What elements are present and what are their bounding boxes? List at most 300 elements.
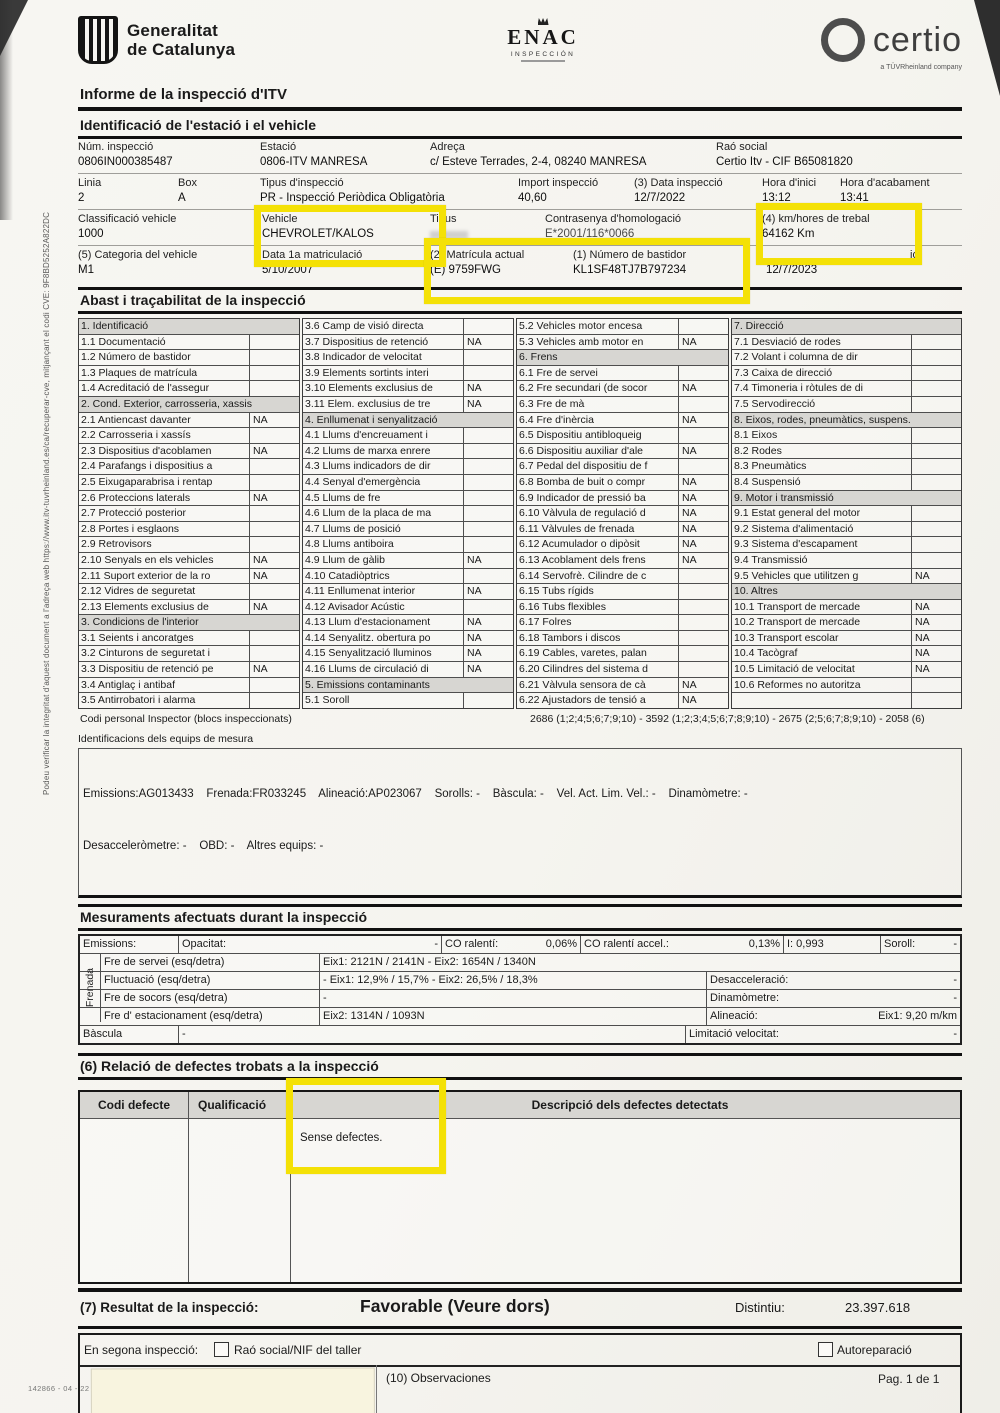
- inspection-item-label: 8.4 Suspensió: [734, 475, 801, 488]
- inspection-item-label: 4.8 Llums antiboira: [305, 538, 394, 551]
- defects-col-description: Descripció dels defectes detectats: [531, 1097, 729, 1112]
- inspection-item-result: NA: [678, 506, 728, 521]
- inspection-item-label: 7.4 Timoneria i ròtules de di: [734, 382, 863, 395]
- vin-value: KL1SF48TJ7B797234: [573, 264, 687, 276]
- field-label: Linia: [78, 177, 102, 189]
- inspection-item-result: [463, 319, 513, 334]
- inspection-item-label: 6.22 Ajustadors de tensió a: [519, 694, 646, 707]
- inspection-item-result: [911, 459, 961, 474]
- inspection-item-label: 5.2 Vehicles motor encesa: [519, 320, 643, 332]
- line-value: 2: [78, 192, 85, 204]
- equipment-line1: Emissions:AG013433 Frenada:FR033245 Alineació:AP023067 Sorolls: - Bàscula: - Vel. Act. Lim. Vel.: - Dinamòmetre: -: [83, 788, 748, 801]
- inspection-type-value: PR - Inspecció Periòdica Obligatòria: [260, 192, 445, 204]
- inspection-item-result: [911, 350, 961, 365]
- inspection-item-result: NA: [249, 491, 299, 506]
- station-value: 0806-ITV MANRESA: [260, 156, 368, 168]
- inspection-item: [79, 443, 299, 459]
- inspection-column-2: [302, 318, 514, 709]
- inspection-item: [79, 380, 299, 396]
- inspection-item-label: 6.7 Pedal del dispositiu de f: [519, 460, 648, 473]
- measurement-row-parking-brake: [80, 1007, 960, 1025]
- inspection-item-result: [463, 428, 513, 443]
- inspection-item: [517, 536, 728, 552]
- inspection-item-result: [678, 662, 728, 677]
- inspection-item-result: NA: [911, 569, 961, 584]
- meas-value: Eix1: 2121N / 2141N - Eix2: 1654N / 1340N: [323, 955, 536, 968]
- meas-value: 0,13%: [748, 937, 780, 950]
- inspection-item: [79, 365, 299, 381]
- field-label: Import inspecció: [518, 177, 599, 189]
- inspection-item-result: [249, 537, 299, 552]
- inspection-item-result: NA: [463, 662, 513, 677]
- inspection-item: [517, 396, 728, 412]
- meas-label: Alineació:: [710, 1009, 758, 1022]
- inspection-item-result: [249, 475, 299, 490]
- inspection-item-result: [249, 428, 299, 443]
- distintiu-value: 23.397.618: [845, 1299, 911, 1315]
- inspection-item-label: 2.3 Dispositius d'acoblamen: [81, 444, 212, 457]
- inspection-item-label: 10.3 Transport escolar: [734, 631, 839, 644]
- generalitat-name: [127, 21, 235, 59]
- inspection-section-header: 7. Direcció: [732, 319, 961, 334]
- meas-label: Fre d' estacionament (esq/detra): [104, 1009, 263, 1022]
- inspection-item: [517, 319, 728, 334]
- scan-edge-shadow: [0, 0, 13, 220]
- inspection-item: [517, 677, 728, 693]
- inspection-item-result: NA: [678, 413, 728, 428]
- field-label: (5) Categoria del vehicle: [78, 249, 198, 261]
- odometer-value: 64162 Km: [762, 228, 815, 240]
- classification-value: 1000: [78, 228, 104, 240]
- inspection-item-label: 7.5 Servodirecció: [734, 397, 816, 410]
- inspection-item-result: [249, 366, 299, 381]
- meas-label: Dinamòmetre:: [710, 991, 780, 1004]
- inspection-item-label: 4.5 Llums de fre: [305, 491, 381, 504]
- inspection-item: [79, 474, 299, 490]
- inspection-item: [303, 380, 513, 396]
- inspection-item-result: NA: [678, 381, 728, 396]
- inspection-item-result: NA: [463, 631, 513, 646]
- inspection-item-label: 6.18 Tambors i discos: [519, 631, 621, 644]
- inspection-item-label: 6.12 Acumulador o dipòsit: [519, 538, 640, 551]
- inspection-item-result: NA: [463, 646, 513, 661]
- inspector-code-value: 2686 (1;2;4;5;6;7;9;10) - 3592 (1;2;3;4;5;6;7;8;9;10) - 2675 (2;5;6;7;8;9;10) - 2058 (6): [530, 712, 925, 725]
- inspector-code-label: Codi personal Inspector (blocs inspeccionats): [80, 712, 292, 725]
- inspection-item-result: [463, 506, 513, 521]
- meas-label: Emissions:: [83, 937, 137, 950]
- inspection-item-label: 10.2 Transport de mercade: [734, 616, 861, 629]
- enac-subtitle: INSPECCIÓN: [510, 51, 576, 58]
- meas-label: Fre de socors (esq/detra): [104, 991, 228, 1004]
- inspection-item: [303, 521, 513, 537]
- inspection-item: [79, 645, 299, 661]
- next-inspection-date-value: 12/7/2023: [766, 264, 818, 276]
- inspection-item-result: [463, 459, 513, 474]
- meas-value: -: [953, 1027, 957, 1040]
- second-inspection-label: En segona inspecció:: [84, 1342, 199, 1357]
- measurement-row-emergency-brake: [80, 989, 960, 1007]
- inspection-item-result: [249, 335, 299, 350]
- result-label: (7) Resultat de la inspecció:: [80, 1299, 259, 1315]
- inspection-item-result: [678, 428, 728, 443]
- inspection-item: [732, 427, 961, 443]
- inspection-date-value: 12/7/2022: [634, 192, 686, 204]
- field-label: Raó social: [716, 141, 768, 153]
- inspection-item-result: [911, 444, 961, 459]
- inspection-item-result: [911, 506, 961, 521]
- inspection-item-label: 4.12 Avisador Acústic: [305, 600, 405, 613]
- inspection-item: [79, 412, 299, 428]
- inspection-item-result: [463, 600, 513, 615]
- meas-label: Soroll:: [884, 937, 916, 950]
- inspection-item: [79, 677, 299, 693]
- inspection-item-label: 8.2 Rodes: [734, 444, 782, 457]
- inspection-item-result: NA: [249, 569, 299, 584]
- inspection-item-label: 6.4 Fre d'inèrcia: [519, 413, 594, 426]
- inspection-item-label: 3.9 Elements sortints interi: [305, 366, 429, 379]
- inspection-section-header: 6. Frens: [517, 349, 728, 365]
- generalitat-logo: [78, 16, 235, 64]
- defects-table: [78, 1090, 962, 1284]
- inspection-item-result: NA: [911, 646, 961, 661]
- inspection-item: [79, 427, 299, 443]
- defects-col-qualification: Qualificació: [198, 1097, 267, 1112]
- page-title: Informe de la inspecció d'ITV: [78, 86, 962, 111]
- field-label: Hora d'inici: [762, 177, 817, 189]
- inspection-item-result: [678, 584, 728, 599]
- inspection-item-result: NA: [249, 600, 299, 615]
- inspection-item: [303, 583, 513, 599]
- inspection-item: [517, 552, 728, 568]
- enac-logo: [507, 18, 579, 62]
- inspection-item-label: 2.4 Parafangs i dispositius a: [81, 460, 213, 473]
- inspection-item-label: 3.5 Antirrobatori i alarma: [81, 694, 196, 707]
- inspection-item-result: NA: [463, 381, 513, 396]
- document-header: [78, 12, 962, 78]
- inspection-column-4: [731, 318, 962, 709]
- inspection-section-header: 4. Enllumenat i senyalització: [303, 412, 513, 428]
- inspection-item: [732, 396, 961, 412]
- inspection-item: [303, 505, 513, 521]
- meas-label: Bàscula: [83, 1027, 123, 1040]
- field-label: Classificació vehicle: [78, 213, 177, 225]
- inspection-item-result: [911, 381, 961, 396]
- inspection-item-result: [678, 397, 728, 412]
- inspection-item-label: 3.10 Elements exclusius de: [305, 382, 433, 395]
- autoreparacio-checkbox[interactable]: [818, 1342, 833, 1357]
- inspector-code-line: [78, 712, 962, 728]
- inspection-item-result: NA: [249, 553, 299, 568]
- meas-value: Eix1: 9,20 m/km: [878, 1009, 957, 1022]
- section-mesuraments-heading: Mesuraments afectuats durant la inspecció: [78, 904, 962, 931]
- inspection-item-result: NA: [678, 537, 728, 552]
- inspection-item: [517, 365, 728, 381]
- inspection-item: [732, 536, 961, 552]
- meas-value: -: [182, 1027, 186, 1040]
- inspection-item-result: [678, 646, 728, 661]
- meas-label: Desacceleració:: [710, 973, 789, 986]
- generalitat-name-line1: Generalitat: [127, 20, 219, 40]
- inspection-item: [732, 661, 961, 677]
- inspection-item-result: NA: [463, 584, 513, 599]
- inspection-section-header: 1. Identificació: [79, 319, 299, 334]
- inspection-item: [517, 568, 728, 584]
- inspection-item-label: 4.1 Llums d'encreuament i: [305, 429, 428, 442]
- inspection-item-result: [249, 350, 299, 365]
- inspection-item-result: NA: [249, 662, 299, 677]
- inspection-item: [732, 521, 961, 537]
- inspection-item-result: [249, 584, 299, 599]
- inspection-item: [732, 349, 961, 365]
- inspection-item-label: 6.2 Fre secundari (de socor: [519, 382, 648, 395]
- inspection-item-result: [911, 522, 961, 537]
- meas-value: - Eix1: 12,9% / 15,7% - Eix2: 26,5% / 18,3%: [323, 973, 538, 986]
- inspection-section-header: 5. Emissions contaminants: [303, 677, 513, 693]
- inspection-item-result: [249, 381, 299, 396]
- stamp-area: [91, 1367, 375, 1413]
- inspection-item-label: 6.9 Indicador de pressió ba: [519, 491, 646, 504]
- defects-content: Sense defectes.: [300, 1131, 383, 1144]
- inspection-item-label: 2.7 Protecció posterior: [81, 507, 187, 520]
- inspection-item-result: NA: [911, 631, 961, 646]
- measurement-row-bascula: [80, 1025, 960, 1043]
- inspection-item-label: 4.16 Llums de circulació di: [305, 663, 429, 676]
- field-label: Contrasenya d'homologació: [545, 213, 682, 225]
- start-time-value: 13:12: [762, 192, 791, 204]
- inspection-item: [732, 552, 961, 568]
- result-value: Favorable (Veure dors): [360, 1295, 550, 1316]
- inspection-item-result: [249, 459, 299, 474]
- inspection-item-label: 7.3 Caixa de direcció: [734, 366, 833, 379]
- field-label: Vehicle: [262, 213, 298, 225]
- inspection-item: [303, 396, 513, 412]
- field-label: Tipus d'inspecció: [260, 177, 344, 189]
- inspection-item: [303, 692, 513, 708]
- inspection-item-result: [678, 459, 728, 474]
- field-label: (4) km/hores de trebal: [762, 213, 870, 225]
- inspection-item-label: 9.3 Sistema d'escapament: [734, 538, 858, 551]
- inspection-item-result: [678, 569, 728, 584]
- inspection-item-result: NA: [463, 335, 513, 350]
- inspection-item-label: 3.4 Antiglaç i antibaf: [81, 678, 175, 691]
- measurement-row-service-brake: [80, 953, 960, 971]
- inspection-item: [303, 427, 513, 443]
- box-value: A: [178, 192, 186, 204]
- inspection-item: [732, 380, 961, 396]
- inspection-item-label: 4.3 Llums indicadors de dir: [305, 460, 431, 473]
- identification-grid: [78, 139, 962, 285]
- inspection-item-result: NA: [463, 615, 513, 630]
- inspection-item: [79, 458, 299, 474]
- end-time-value: 13:41: [840, 192, 869, 204]
- inspection-item-label: 6.8 Bomba de buit o compr: [519, 475, 646, 488]
- defects-col-code: Codi defecte: [97, 1097, 170, 1112]
- equipment-line2: Desacceleròmetre: - OBD: - Altres equips: -: [83, 840, 324, 853]
- inspection-item-label: 2.5 Eixugaparabrisa i rentap: [81, 475, 213, 488]
- inspection-item: [303, 365, 513, 381]
- inspection-item-result: [911, 678, 961, 693]
- taller-label: Raó social/NIF del taller: [234, 1342, 362, 1357]
- meas-value: 0,06%: [545, 937, 577, 950]
- inspection-item-label: 6.17 Folres: [519, 616, 572, 629]
- inspection-item-result: [911, 537, 961, 552]
- inspection-item-label: 6.13 Acoblament dels frens: [519, 553, 646, 566]
- inspection-item-label: [732, 693, 911, 708]
- inspection-item: [79, 505, 299, 521]
- inspection-item-result: NA: [911, 615, 961, 630]
- row-divider: [78, 245, 962, 246]
- inspection-item-result: [911, 693, 961, 708]
- inspection-item-label: 4.6 Llum de la placa de ma: [305, 507, 432, 520]
- inspection-item-label: 6.5 Dispositiu antibloqueig: [519, 429, 642, 442]
- field-label: (2) Matrícula actual: [430, 249, 525, 261]
- meas-label: CO ralentí:: [445, 937, 499, 950]
- certio-logo: [821, 18, 962, 71]
- inspection-item-label: 3.3 Dispositiu de retenció pe: [81, 663, 214, 676]
- inspection-item: [303, 474, 513, 490]
- inspection-item: [732, 677, 961, 693]
- inspection-column-3: [516, 318, 729, 709]
- meas-label: Limitació velocitat:: [689, 1027, 779, 1040]
- inspection-item-result: NA: [678, 693, 728, 708]
- inspection-item-result: NA: [678, 475, 728, 490]
- column-divider: [188, 1092, 189, 1282]
- observations-area: [80, 1365, 960, 1413]
- inspection-item-label: 6.14 Servofrè. Cilindre de c: [519, 569, 647, 582]
- taller-checkbox[interactable]: [214, 1342, 229, 1357]
- inspection-item-label: 2.12 Vidres de seguretat: [81, 585, 196, 598]
- inspection-item-label: 10.4 Tacògraf: [734, 647, 798, 660]
- inspection-item: [732, 365, 961, 381]
- field-label: Estació: [260, 141, 297, 153]
- inspection-item-label: 5.3 Vehicles amb motor en: [519, 335, 644, 348]
- meas-value: Eix2: 1314N / 1093N: [323, 1009, 425, 1022]
- inspection-item: [79, 661, 299, 677]
- enac-accreditation-mark: [521, 60, 565, 62]
- inspection-item-label: 4.9 Llum de gàlib: [305, 553, 385, 566]
- inspection-item: [517, 692, 728, 708]
- inspection-item: [517, 380, 728, 396]
- inspection-item-result: [463, 444, 513, 459]
- inspection-item: [517, 474, 728, 490]
- inspection-item-label: 10.1 Transport de mercade: [734, 600, 861, 613]
- inspection-item-label: 2.13 Elements exclusius de: [81, 600, 209, 613]
- inspection-item-label: 9.2 Sistema d'alimentació: [734, 522, 854, 535]
- inspection-item-result: NA: [463, 553, 513, 568]
- company-value: Certio Itv - CIF B65081820: [716, 156, 853, 168]
- inspection-item: [732, 599, 961, 615]
- measurements-table: [78, 934, 962, 1045]
- inspection-item-label: 4.10 Catadiòptrics: [305, 569, 390, 582]
- section-abast-heading: Abast i traçabilitat de la inspecció: [78, 287, 962, 314]
- inspection-item: [303, 490, 513, 506]
- inspection-section-header: 10. Altres: [732, 583, 961, 599]
- page-number: Pag. 1 de 1: [878, 1372, 940, 1386]
- field-label: Hora d'acabament: [840, 177, 930, 189]
- inspection-item-result: [463, 350, 513, 365]
- field-label-fragment: ió: [910, 249, 919, 261]
- measurement-row-emissions: [80, 936, 960, 953]
- address-value: c/ Esteve Terrades, 2-4, 08240 MANRESA: [430, 156, 647, 168]
- section-identificacio-heading: Identificació de l'estació i el vehicle: [78, 116, 962, 139]
- inspection-item-result: [249, 522, 299, 537]
- inspection-item-result: [911, 428, 961, 443]
- inspection-item-label: 3.1 Seients i ancoratges: [81, 631, 194, 644]
- observations-label: (10) Observaciones: [386, 1370, 491, 1385]
- inspection-item-label: 2.10 Senyals en els vehicles: [81, 553, 214, 566]
- meas-value: -: [953, 991, 957, 1004]
- obscured-type-value: [430, 231, 468, 239]
- inspection-item-label: 10.6 Reformes no autoritza: [734, 678, 861, 691]
- inspection-item-label: 6.11 Vàlvules de frenada: [519, 522, 635, 535]
- field-label: Tipus: [430, 213, 457, 225]
- inspection-item-label: 1.2 Número de bastidor: [81, 351, 191, 364]
- inspection-item-label: 3.7 Dispositius de retenció: [305, 335, 429, 348]
- inspection-item: [303, 334, 513, 350]
- certio-subtitle: a TÜVRheinland company: [880, 64, 962, 71]
- field-label: Box: [178, 177, 197, 189]
- inspection-item-label: 4.13 Llum d'estacionament: [305, 616, 431, 629]
- inspection-item: [517, 614, 728, 630]
- distintiu-label: Distintiu:: [735, 1299, 785, 1315]
- inspection-item: [732, 568, 961, 584]
- equipment-heading: Identificacions dels equips de mesura: [78, 732, 254, 745]
- scan-corner-shadow: [974, 0, 1000, 96]
- inspection-item: [303, 568, 513, 584]
- enac-name: ENAC: [507, 25, 579, 49]
- inspection-section-header: 3. Condicions de l'interior: [79, 614, 299, 630]
- meas-value: I: 0,993: [787, 937, 824, 950]
- inspection-item: [79, 521, 299, 537]
- inspection-item-result: [911, 335, 961, 350]
- inspection-item-result: [249, 631, 299, 646]
- inspection-item-result: [911, 397, 961, 412]
- inspection-item: [303, 599, 513, 615]
- second-inspection-header: [80, 1335, 960, 1367]
- inspection-item: [79, 568, 299, 584]
- equipment-box: [78, 748, 962, 898]
- section-defectes-heading: (6) Relació de defectes trobats a la inspecció: [78, 1053, 962, 1080]
- inspection-column-1: [78, 318, 300, 709]
- meas-label: Fluctuació (esq/detra): [104, 973, 211, 986]
- inspection-item-label: 5.1 Soroll: [305, 694, 350, 707]
- inspection-section-header: 8. Eixos, rodes, pneumàtics, suspens.: [732, 412, 961, 428]
- column-divider: [290, 1092, 291, 1282]
- inspection-section-header: 2. Cond. Exterior, carrosseria, xassis: [79, 396, 299, 412]
- inspection-item-result: [463, 491, 513, 506]
- field-label: Data 1a matriculació: [262, 249, 363, 261]
- inspection-item-label: 3.2 Cinturons de seguretat i: [81, 647, 210, 660]
- inspection-item-result: NA: [911, 600, 961, 615]
- inspection-item-label: 9.5 Vehicles que utilitzen g: [734, 569, 859, 582]
- inspection-item-label: 4.15 Senyalització lluminos: [305, 647, 432, 660]
- inspection-item: [732, 645, 961, 661]
- inspection-item-result: [678, 615, 728, 630]
- inspection-item: [517, 334, 728, 350]
- inspection-item-result: [463, 537, 513, 552]
- inspection-item-label: 6.3 Fre de mà: [519, 397, 585, 410]
- inspection-item-label: 6.15 Tubs rígids: [519, 585, 594, 598]
- inspection-item-label: 8.3 Pneumàtics: [734, 460, 807, 473]
- form-reference-code: 142866 - 04 - 22: [28, 1384, 90, 1393]
- fee-value: 40,60: [518, 192, 547, 204]
- inspection-item-result: [463, 366, 513, 381]
- inspection-item-result: NA: [678, 678, 728, 693]
- inspection-item-label: 3.6 Camp de visió directa: [305, 320, 424, 332]
- inspection-item-label: 6.6 Dispositiu auxiliar d'ale: [519, 444, 643, 457]
- inspection-item-label: 2.1 Antiencast davanter: [81, 413, 191, 426]
- inspection-item-label: 4.2 Llums de marxa enrere: [305, 444, 431, 457]
